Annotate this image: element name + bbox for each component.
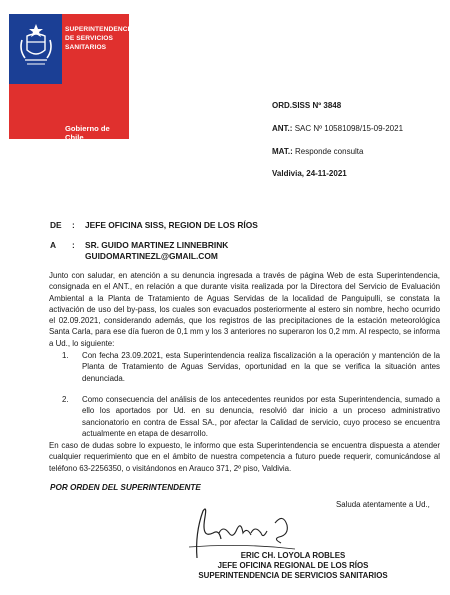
coat-of-arms-icon [15,20,57,70]
subject-line: MAT.: Responde consulta [272,147,364,156]
ord-number: ORD.SISS Nº 3848 [272,101,342,110]
to-name: SR. GUIDO MARTINEZ LINNEBRINK [85,240,229,250]
logo-government-text: Gobierno de Chile [65,124,110,142]
signatory-role: JEFE OFICINA REGIONAL DE LOS RÍOS [217,560,369,570]
place-date: Valdivia, 24-11-2021 [272,169,347,178]
signatory-organization: SUPERINTENDENCIA DE SERVICIOS SANITARIOS [198,570,388,580]
list-item-number: 1. [62,351,69,360]
from-value: JEFE OFICINA SISS, REGION DE LOS RÍOS [85,220,258,230]
to-line: A : SR. GUIDO MARTINEZ LINNEBRINK [50,240,229,250]
list-item-text: Con fecha 23.09.2021, esta Superintendencia realiza fiscalización a la operación y mantención de la Planta de Tratamiento de Aguas Servidas, oportunidad en la que se verifica la situación antes denunciada. [82,351,440,383]
salutation: Saluda atentamente a Ud., [336,500,430,509]
signature-block [183,551,403,580]
antecedent-line: ANT.: SAC Nº 10581098/15-09-2021 [272,124,404,133]
list-item-number: 2. [62,395,69,404]
list-item-text: Como consecuencia del análisis de los antecedentes reunidos por esta Superintendencia, sumado a ello los aportados por Ud. en su denuncia, resolvió dar inicio a un proceso administrativo sancionatorio en contra de Essal SA., por afectar la Calidad de servicio, cuyo proceso se encuentra actualmente en etapa de desarrollo. [82,395,440,438]
signatory-name: ERIC CH. LOYOLA ROBLES [240,551,346,560]
government-logo [9,14,135,142]
order-line: POR ORDEN DEL SUPERINTENDENTE [50,483,201,492]
from-line: DE : JEFE OFICINA SISS, REGION DE LOS RÍOS [50,220,258,230]
to-email: GUIDOMARTINEZL@GMAIL.COM [85,251,218,261]
closing-paragraph: En caso de dudas sobre lo expuesto, le informo que esta Superintendencia se encuentra dispuesta a atender cualquier requerimiento que en el ámbito de nuestra competencia a futuro puede requerir, comunicándose al teléfono 63-2256350, o visitándonos en Arauco 371, 2º piso, Valdivia. [49,441,440,473]
from-key: DE [50,220,62,230]
logo-agency-name: SUPERINTENDENCIA DE SERVICIOS SANITARIOS [65,26,135,51]
to-key: A [50,240,57,250]
intro-paragraph: Junto con saludar, en atención a su denuncia ingresada a través de página Web de esta Superintendencia, consignada en el ANT., en relación a que durante visita realizada por la Directora del Servicio de Evaluación Ambiental a la Planta de Tratamiento de Aguas Servidas de la localidad de Panguipulli, se constata la activación de uso del by-pass, los cuales son evacuados posteriormente al estero sin nombre, hecho ocurrido el 02.09.2021, considerando además, que los registros de las precipitaciones de la estación meteorológica Santa Carla, para ese día fueron de 0,1 mm y los 3 anteriores no superaron los 0,2 mm. Al respecto, se informa a Ud., lo siguiente: [49,271,440,348]
